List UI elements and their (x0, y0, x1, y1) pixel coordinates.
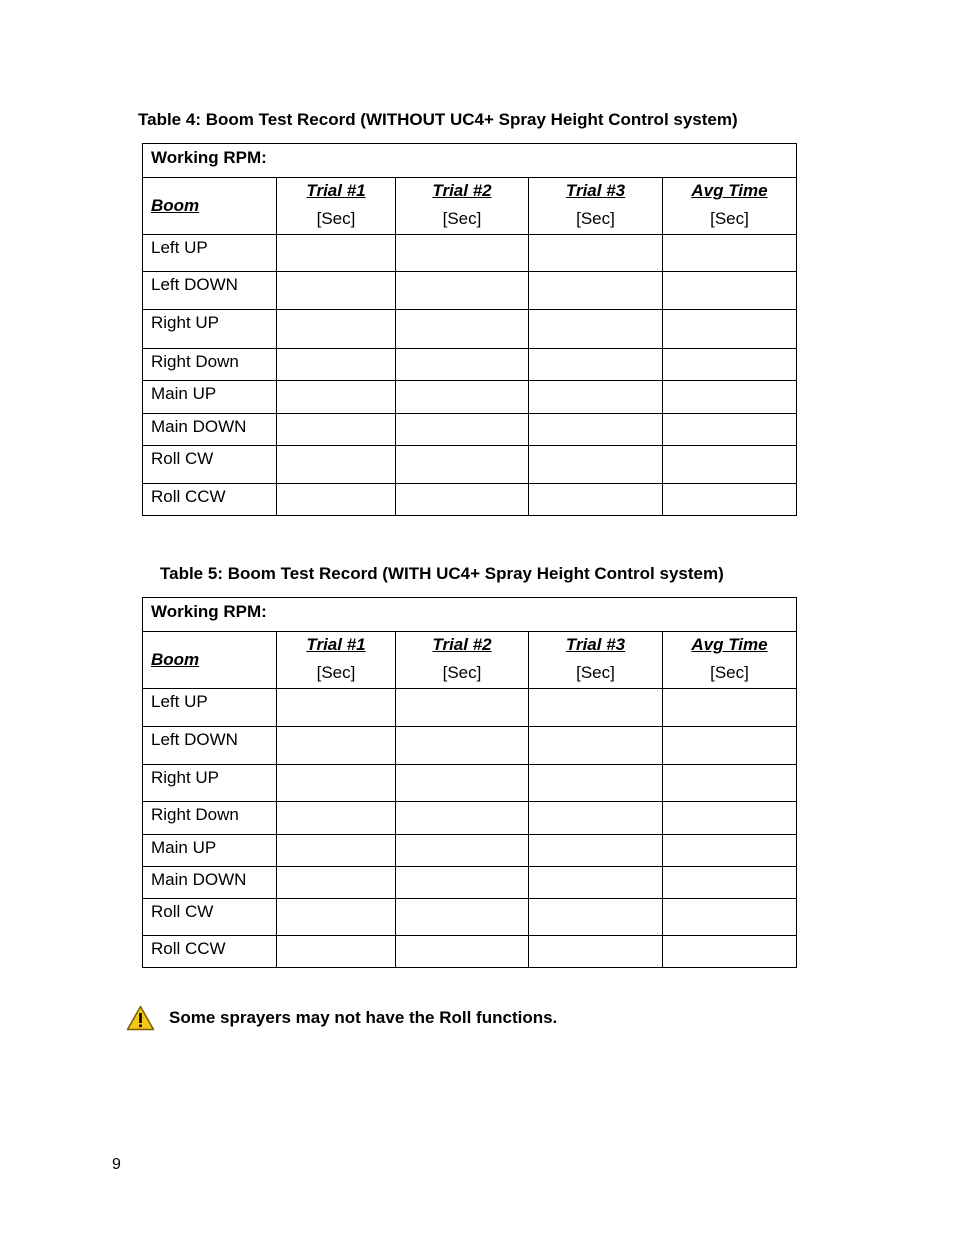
entry-cell[interactable] (277, 414, 396, 446)
table-row (143, 484, 797, 516)
entry-cell[interactable] (396, 446, 529, 484)
entry-cell[interactable] (529, 381, 663, 414)
entry-cell[interactable] (529, 310, 663, 349)
entry-cell[interactable] (529, 899, 663, 936)
boom-test-table-without-uc4 (142, 143, 797, 516)
row-label: Right UP (143, 765, 277, 802)
table-row (143, 899, 797, 936)
entry-cell[interactable] (529, 689, 663, 727)
entry-cell[interactable] (277, 936, 396, 968)
entry-cell[interactable] (663, 867, 797, 899)
entry-cell[interactable] (529, 936, 663, 968)
entry-cell[interactable] (663, 484, 797, 516)
entry-cell[interactable] (529, 802, 663, 835)
entry-cell[interactable] (663, 235, 797, 272)
entry-cell[interactable] (529, 835, 663, 867)
roll-function-note (126, 1005, 557, 1031)
table-row (143, 310, 797, 349)
table-row (143, 802, 797, 835)
entry-cell[interactable] (396, 727, 529, 765)
table-row (143, 727, 797, 765)
page-number: 9 (112, 1156, 121, 1173)
row-label: Right Down (143, 802, 277, 835)
table-row (143, 867, 797, 899)
table-5-caption: Table 5: Boom Test Record (WITH UC4+ Spray Height Control system) (160, 564, 724, 583)
entry-cell[interactable] (396, 899, 529, 936)
entry-cell[interactable] (277, 381, 396, 414)
header-avg-time: Avg Time [Sec] (663, 178, 797, 235)
entry-cell[interactable] (277, 765, 396, 802)
entry-cell[interactable] (277, 802, 396, 835)
table-row (143, 349, 797, 381)
working-rpm-label: Working RPM: (151, 602, 267, 621)
entry-cell[interactable] (663, 310, 797, 349)
header-trial-1: Trial #1 [Sec] (277, 632, 396, 689)
entry-cell[interactable] (277, 349, 396, 381)
entry-cell[interactable] (663, 765, 797, 802)
entry-cell[interactable] (277, 310, 396, 349)
header-trial-3: Trial #3 [Sec] (529, 178, 663, 235)
entry-cell[interactable] (529, 446, 663, 484)
entry-cell[interactable] (396, 235, 529, 272)
entry-cell[interactable] (663, 936, 797, 968)
entry-cell[interactable] (277, 867, 396, 899)
entry-cell[interactable] (663, 414, 797, 446)
entry-cell[interactable] (663, 835, 797, 867)
working-rpm-cell[interactable] (143, 144, 797, 178)
entry-cell[interactable] (396, 936, 529, 968)
row-label: Roll CW (143, 899, 277, 936)
entry-cell[interactable] (663, 446, 797, 484)
header-avg-time: Avg Time [Sec] (663, 632, 797, 689)
entry-cell[interactable] (396, 689, 529, 727)
header-boom: Boom (143, 632, 277, 689)
entry-cell[interactable] (529, 235, 663, 272)
entry-cell[interactable] (396, 272, 529, 310)
row-label: Roll CCW (143, 936, 277, 968)
entry-cell[interactable] (529, 727, 663, 765)
entry-cell[interactable] (663, 381, 797, 414)
entry-cell[interactable] (663, 727, 797, 765)
header-trial-3: Trial #3 [Sec] (529, 632, 663, 689)
table-row (143, 446, 797, 484)
table-4-caption: Table 4: Boom Test Record (WITHOUT UC4+ Spray Height Control system) (138, 110, 738, 129)
entry-cell[interactable] (396, 765, 529, 802)
row-label: Right UP (143, 310, 277, 349)
entry-cell[interactable] (663, 899, 797, 936)
entry-cell[interactable] (529, 765, 663, 802)
entry-cell[interactable] (277, 446, 396, 484)
working-rpm-label: Working RPM: (151, 148, 267, 167)
table-row (143, 381, 797, 414)
entry-cell[interactable] (529, 867, 663, 899)
row-label: Roll CCW (143, 484, 277, 516)
row-label: Left UP (143, 235, 277, 272)
working-rpm-cell[interactable] (143, 598, 797, 632)
row-label: Main UP (143, 835, 277, 867)
row-label: Main DOWN (143, 414, 277, 446)
header-trial-2: Trial #2 [Sec] (396, 632, 529, 689)
table-row (143, 689, 797, 727)
table-row (143, 414, 797, 446)
entry-cell[interactable] (277, 484, 396, 516)
row-label: Left DOWN (143, 727, 277, 765)
entry-cell[interactable] (277, 272, 396, 310)
table-row (143, 765, 797, 802)
entry-cell[interactable] (277, 235, 396, 272)
entry-cell[interactable] (663, 802, 797, 835)
entry-cell[interactable] (529, 414, 663, 446)
entry-cell[interactable] (396, 802, 529, 835)
entry-cell[interactable] (529, 272, 663, 310)
entry-cell[interactable] (529, 349, 663, 381)
header-boom: Boom (143, 178, 277, 235)
entry-cell[interactable] (396, 310, 529, 349)
entry-cell[interactable] (663, 272, 797, 310)
note-text: Some sprayers may not have the Roll functions. (169, 1008, 558, 1027)
entry-cell[interactable] (277, 835, 396, 867)
header-trial-2: Trial #2 [Sec] (396, 178, 529, 235)
row-label: Right Down (143, 349, 277, 381)
boom-test-table-with-uc4 (142, 597, 797, 968)
entry-cell[interactable] (396, 484, 529, 516)
entry-cell[interactable] (396, 381, 529, 414)
entry-cell[interactable] (396, 867, 529, 899)
entry-cell[interactable] (277, 727, 396, 765)
row-label: Roll CW (143, 446, 277, 484)
entry-cell[interactable] (277, 689, 396, 727)
entry-cell[interactable] (529, 484, 663, 516)
table-row (143, 835, 797, 867)
entry-cell[interactable] (277, 899, 396, 936)
table-row (143, 936, 797, 968)
header-trial-1: Trial #1 [Sec] (277, 178, 396, 235)
entry-cell[interactable] (396, 414, 529, 446)
entry-cell[interactable] (396, 349, 529, 381)
entry-cell[interactable] (663, 689, 797, 727)
row-label: Main DOWN (143, 867, 277, 899)
warning-icon (126, 1005, 155, 1031)
row-label: Main UP (143, 381, 277, 414)
table-row (143, 272, 797, 310)
row-label: Left DOWN (143, 272, 277, 310)
entry-cell[interactable] (663, 349, 797, 381)
entry-cell[interactable] (396, 835, 529, 867)
table-row (143, 235, 797, 272)
row-label: Left UP (143, 689, 277, 727)
